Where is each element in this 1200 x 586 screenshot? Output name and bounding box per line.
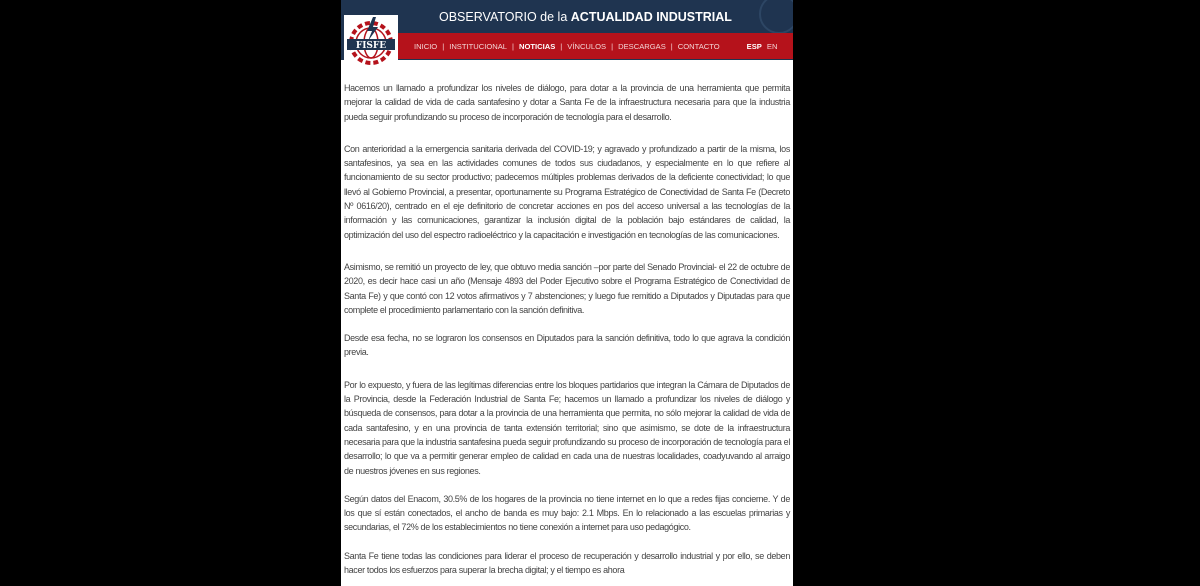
nav-vinculos[interactable]: VÍNCULOS [567,41,607,51]
article-body [341,0,793,577]
nav-separator: | [670,41,673,51]
article-paragraph: Según datos del Enacom, 30.5% de los hogares de la provincia no tiene internet en lo que a redes fijas concierne. Y de los que sí están conectados, el ancho de banda es muy bajo: 2.1 Mbps. En lo relacionado a las escuelas primarias y secundarias, el 72% de los establecimientos no tiene conexión a internet para uso pedagógico. [344,493,790,533]
lang-esp[interactable]: ESP [746,41,762,51]
nav-contacto[interactable]: CONTACTO [677,41,720,51]
fisfe-gear-globe-icon [345,15,397,67]
hexagon-decoration-icon [759,0,793,34]
nav-inicio[interactable]: INICIO [414,41,438,51]
site-title-prefix: OBSERVATORIO de la [439,10,568,24]
fisfe-logo[interactable] [344,15,398,67]
nav-institucional[interactable]: INSTITUCIONAL [449,41,508,51]
page [341,0,793,586]
nav-descargas[interactable]: DESCARGAS [618,41,666,51]
nav-separator: | [442,41,445,51]
site-title-bold: ACTUALIDAD INDUSTRIAL [570,10,732,24]
nav-noticias[interactable]: NOTICIAS [519,41,556,51]
site-header [341,0,793,60]
svg-text:FISFE: FISFE [355,41,387,51]
article-paragraph: Desde esa fecha, no se lograron los consensos en Diputados para la sanción definitiva, todo lo que agrava la condición previa. [344,333,790,358]
nav-separator: | [512,41,514,51]
nav-separator: | [560,41,563,51]
article-paragraph: Santa Fe tiene todas las condiciones para liderar el proceso de recuperación y desarrollo industrial y por ello, se deben hacer todos los esfuerzos para superar la brecha digital; y el tiempo es ahora [344,550,790,576]
article-paragraph: Hacemos un llamado a profundizar los niveles de diálogo, para dotar a la provincia de una herramienta que permita mejorar la calidad de vida de cada santafesino y dotar a Santa Fe de la infraestructura necesaria para que la industria pueda seguir profundizando su proceso de incorporación de tecnología para el desarrollo. [344,83,790,122]
lang-en[interactable]: EN [766,41,778,51]
site-title [439,10,732,24]
article-paragraph: Con anterioridad a la emergencia sanitaria derivada del COVID-19; y agravado y profundizado a partir de la misma, los santafesinos, ya sea en las actividades comunes de todos sus ciudadanos, y especialmente en lo que refiere al funcionamiento de su sector productivo; padecemos múltiples problemas derivados de la deficiente conectividad; lo que llevó al Gobierno Provincial, a presentar, oportunamente su Programa Estratégico de Conectividad de Santa Fe (Decreto Nº 0616/20), centrado en el eje definitorio de concretar acciones en pos del acceso universal a las tecnologías de la información y las comunicaciones, garantizar la inclusión digital de la población bajo estándares de calidad, la optimización del uso del espectro radioeléctrico y la capacitación e investigación en tecnologías de las comunicaciones. [344,143,790,240]
article-paragraph: Por lo expuesto, y fuera de las legítimas diferencias entre los bloques partidarios que integran la Cámara de Diputados de la Provincia, desde la Federación Industrial de Santa Fe; hacemos un llamado a profundizar los niveles de diálogo y búsqueda de consensos, para dotar a la provincia de una herramienta que permita, no sólo mejorar la calidad de vida de cada santafesino, y en una provincia de tanta extensión territorial; sino que asimismo, se dote de la infraestructura necesaria para que la industria santafesina pueda seguir profundizando su proceso de incorporación de tecnología para el desarrollo; lo que va a permitir generar empleo de calidad en cada una de nuestras localidades, coadyuvando al arraigo de nuestros jóvenes en sus regiones. [344,379,790,476]
main-nav [398,33,793,59]
article-paragraph: Asimismo, se remitió un proyecto de ley, que obtuvo media sanción –por parte del Senado Provincial- el 22 de octubre de 2020, es decir hace casi un año (Mensaje 4893 del Poder Ejecutivo sobre el Programa Estratégico de Conectividad de Santa Fe) y que contó con 12 votos afirmativos y 7 abstenciones; y luego fue remitido a Diputados y Diputadas para que complete el procedimiento parlamentario con la sanción definitiva. [344,261,790,315]
nav-separator: | [611,41,614,51]
